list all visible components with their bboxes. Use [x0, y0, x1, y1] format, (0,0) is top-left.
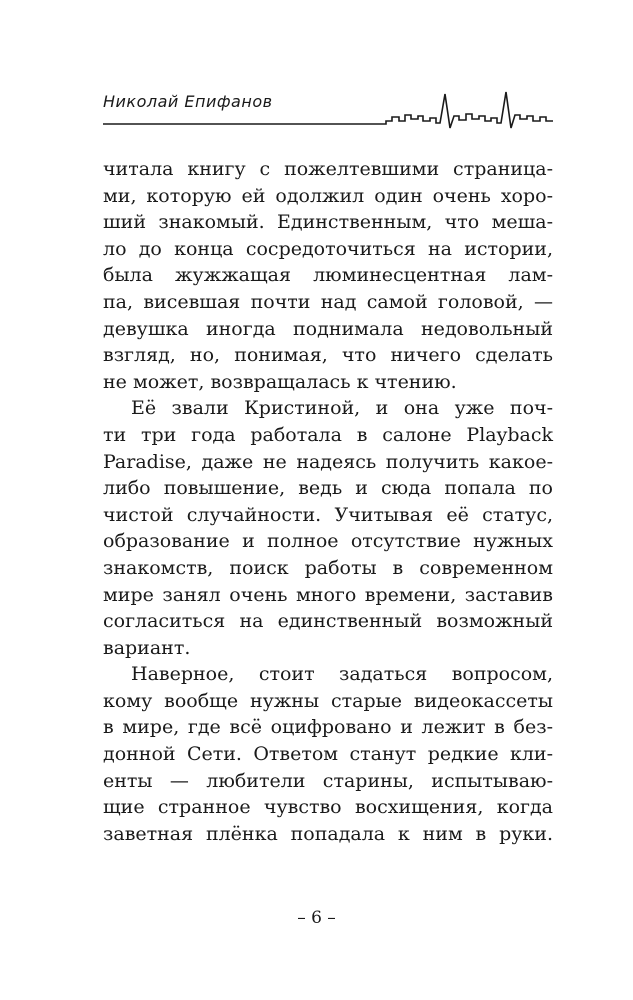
- text-line: ло до конца сосредоточиться на истории,: [103, 237, 553, 260]
- text-line: взгляд, но, понимая, что ничего сделать: [103, 344, 553, 367]
- text-line: Её звали Кристиной, и она уже поч-: [131, 397, 553, 420]
- text-line: донной Сети. Ответом станут редкие кли-: [103, 743, 553, 766]
- author-name: Николай Епифанов: [103, 92, 273, 111]
- text-line: енты — любители старины, испытываю-: [103, 769, 553, 792]
- text-line: Наверное, стоит задаться вопросом,: [131, 663, 553, 686]
- page-number: – 6 –: [297, 908, 336, 928]
- text-line: либо повышение, ведь и сюда попала по: [103, 477, 553, 500]
- text-line: ти три года работала в салоне Playback: [103, 423, 553, 446]
- text-line: не может, возвращалась к чтению.: [103, 370, 457, 393]
- text-line: образование и полное отсутствие нужных: [103, 530, 553, 553]
- text-line: кому вообще нужны старые видеокассеты: [103, 689, 553, 712]
- text-line: мире занял очень много времени, заставив: [103, 583, 553, 606]
- running-header: [103, 88, 553, 130]
- cityscape-heartbeat-icon: [103, 88, 553, 130]
- text-line: знакомств, поиск работы в современном: [103, 556, 553, 579]
- text-line: Paradise, даже не надеясь получить какое-: [103, 450, 553, 473]
- text-line: па, висевшая почти над самой головой, —: [103, 290, 553, 313]
- text-line: читала книгу с пожелтевшими страница-: [103, 158, 553, 180]
- text-line: была жужжащая люминесцентная лам-: [103, 264, 553, 287]
- body-text: [103, 156, 553, 847]
- text-line: ший знакомый. Единственным, что меша-: [103, 211, 553, 234]
- text-line: чистой случайности. Учитывая её статус,: [103, 503, 553, 526]
- text-line: вариант.: [103, 636, 191, 659]
- text-line: щие странное чувство восхищения, когда: [103, 796, 553, 819]
- text-line: девушка иногда поднимала недовольный: [103, 317, 553, 340]
- text-line: согласиться на единственный возможный: [103, 610, 553, 633]
- text-line: в мире, где всё оцифровано и лежит в без-: [103, 716, 553, 739]
- text-line: ми, которую ей одолжил один очень хоро-: [103, 184, 553, 207]
- text-line: заветная плёнка попадала к ним в руки.: [103, 822, 553, 845]
